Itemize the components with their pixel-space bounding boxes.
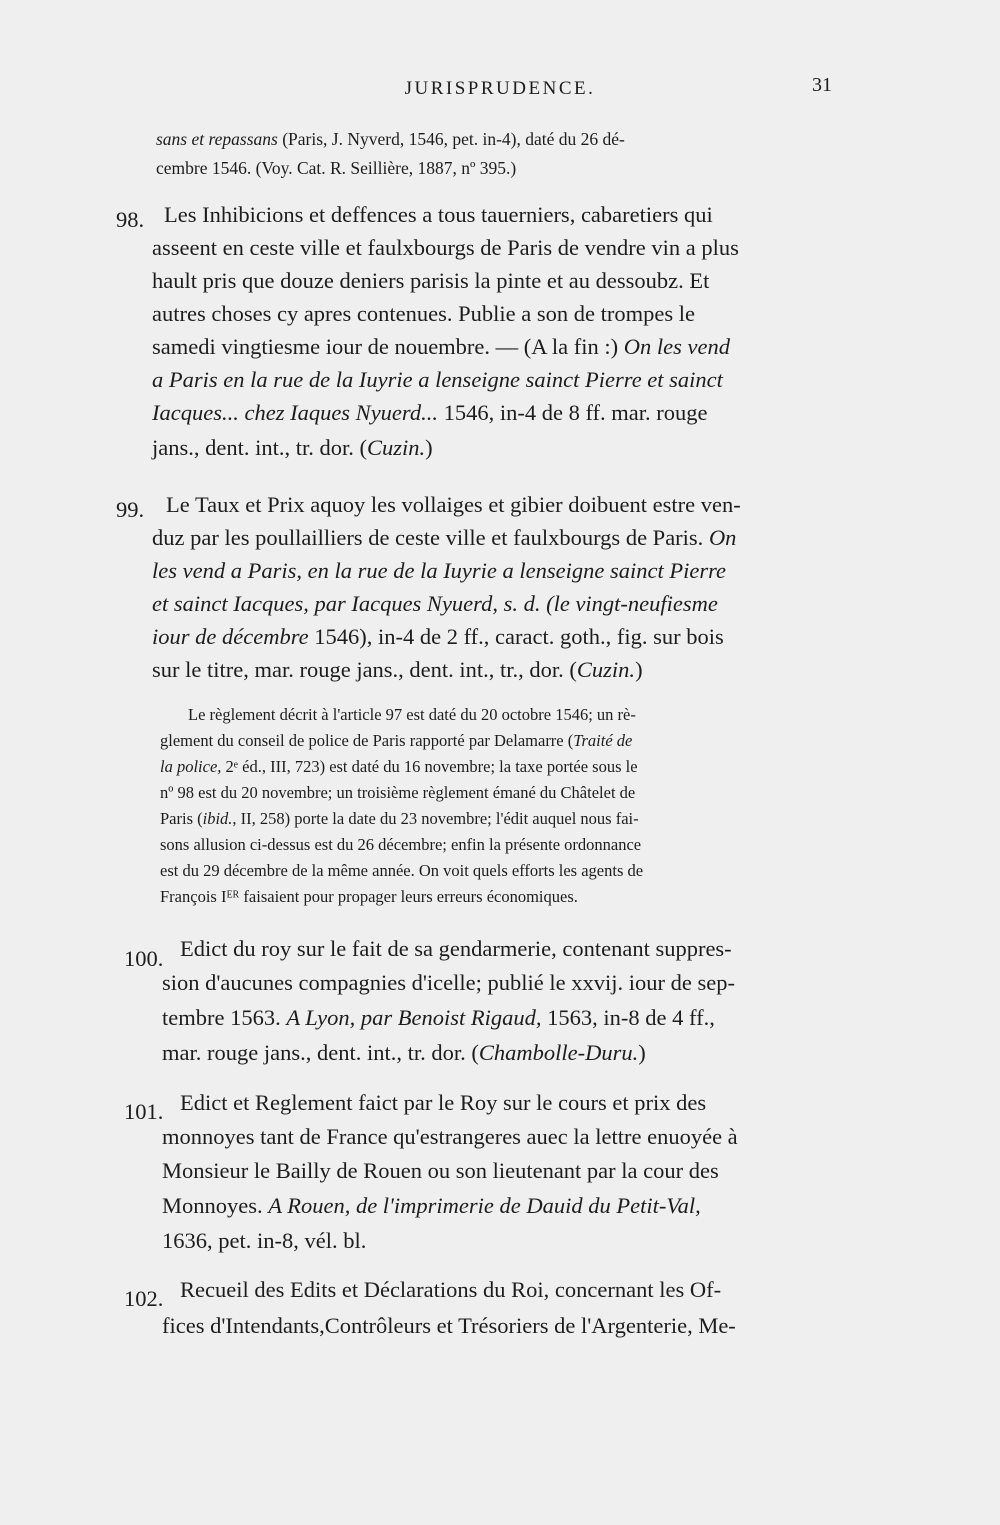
note-line: François Iᴱᴿ faisaient pour propager leurs erreurs économiques. xyxy=(160,887,578,906)
entry-number: 101. xyxy=(124,1099,164,1124)
intro-line xyxy=(156,129,625,150)
entry-line: autres choses cy apres contenues. Publie a son de trompes le xyxy=(152,301,695,326)
entry-line: monnoyes tant de France qu'estrangeres auec la lettre enuoyée à xyxy=(162,1124,738,1149)
note-italic: Traité de xyxy=(573,731,633,750)
entry-italic: Cuzin. xyxy=(366,435,426,460)
note-italic: la police, xyxy=(160,757,222,776)
entry-line xyxy=(152,435,433,461)
note-italic: ibid. xyxy=(202,809,233,828)
note-line: sons allusion ci-dessus est du 26 décembre; enfin la présente ordonnance xyxy=(160,835,642,854)
entry-text: mar. rouge jans., dent. int., tr. dor. ( xyxy=(162,1040,479,1065)
entry-line: hault pris que douze deniers parisis la pinte et au dessoubz. Et xyxy=(152,268,710,293)
entry-line: Les Inhibicions et deffences a tous tauerniers, cabaretiers qui xyxy=(164,202,713,227)
entry-number: 102. xyxy=(124,1286,164,1311)
intro-line: cembre 1546. (Voy. Cat. R. Seillière, 1887, nº 395.) xyxy=(156,158,517,178)
entry-line xyxy=(162,1193,701,1219)
note-text: , II, 258) porte la date du 23 novembre; l'édit auquel nous fai- xyxy=(232,809,639,828)
entry-italic: On les vend xyxy=(623,334,730,359)
entry-text: sur le titre, mar. rouge jans., dent. int., tr., dor. ( xyxy=(152,657,577,682)
entry-number: 100. xyxy=(124,946,164,971)
entry-italic: Cuzin. xyxy=(576,657,636,682)
entry-text: ) xyxy=(425,435,433,460)
note-line xyxy=(160,809,639,829)
entry-line xyxy=(152,624,724,650)
entry-text: ) xyxy=(638,1040,646,1065)
entry-line: Recueil des Edits et Déclarations du Roi, concernant les Of- xyxy=(180,1277,722,1302)
entry-text: 1546, in-4 de 8 ff. mar. rouge xyxy=(443,400,708,425)
entry-line xyxy=(152,525,736,551)
intro-text: (Paris, J. Nyverd, 1546, pet. in-4), daté du 26 dé- xyxy=(282,129,625,149)
entry-italic: et sainct Iacques, par Iacques Nyuerd, s. d. (le vingt-neufiesme xyxy=(152,591,718,616)
entry-line xyxy=(152,657,643,683)
note-line: Le règlement décrit à l'article 97 est daté du 20 octobre 1546; un rè- xyxy=(188,705,636,724)
entry-line: fices d'Intendants,Contrôleurs et Trésoriers de l'Argenterie, Me- xyxy=(162,1313,736,1338)
entry-number: 98. xyxy=(116,207,145,232)
entry-line: Edict du roy sur le fait de sa gendarmerie, contenant suppres- xyxy=(180,936,732,961)
entry-italic: Chambolle-Duru. xyxy=(478,1040,639,1065)
running-header: JURISPRUDENCE. xyxy=(404,78,596,99)
entry-text: ) xyxy=(635,657,643,682)
entry-line xyxy=(152,558,726,584)
entry-italic: On xyxy=(708,525,737,550)
note-text: Paris ( xyxy=(160,809,203,828)
entry-line: sion d'aucunes compagnies d'icelle; publié le xxvij. iour de sep- xyxy=(162,970,735,995)
entry-italic: a Paris en la rue de la Iuyrie a lenseigne sainct Pierre et sainct xyxy=(152,367,723,392)
entry-text: tembre 1563. xyxy=(162,1005,281,1030)
entry-line: Le Taux et Prix aquoy les vollaiges et gibier doibuent estre ven- xyxy=(166,492,741,517)
entry-line xyxy=(152,591,718,617)
intro-italic: sans et repassans xyxy=(156,129,278,149)
note-line: est du 29 décembre de la même année. On voit quels efforts les agents de xyxy=(160,861,644,880)
page-number: 31 xyxy=(812,74,832,96)
entry-line xyxy=(162,1040,646,1066)
entry-italic: A Rouen, de l'imprimerie de Dauid du Petit-Val, xyxy=(268,1193,701,1218)
entry-text: jans., dent. int., tr. dor. ( xyxy=(152,435,367,460)
note-text: 2ᵉ éd., III, 723) est daté du 16 novembre; la taxe portée sous le xyxy=(225,757,638,776)
entry-text: 1546), in-4 de 2 ff., caract. goth., fig. sur bois xyxy=(314,624,724,649)
entry-text: duz par les poullailliers de ceste ville et faulxbourgs de Paris. xyxy=(152,525,704,550)
note-text: glement du conseil de police de Paris rapporté par Delamarre ( xyxy=(160,731,574,750)
note-line xyxy=(160,731,632,751)
entry-italic: A Lyon, par Benoist Rigaud, xyxy=(286,1005,542,1030)
entry-line xyxy=(152,367,723,393)
entry-italic: les vend a Paris, en la rue de la Iuyrie a lenseigne sainct Pierre xyxy=(152,558,727,583)
entry-italic: Iacques... chez Iaques Nyuerd... xyxy=(152,400,438,425)
entry-line: asseent en ceste ville et faulxbourgs de Paris de vendre vin a plus xyxy=(152,235,739,260)
entry-line xyxy=(152,400,708,426)
entry-number: 99. xyxy=(116,497,145,522)
entry-text: Monnoyes. xyxy=(162,1193,263,1218)
entry-line xyxy=(162,1005,715,1031)
entry-line: 1636, pet. in-8, vél. bl. xyxy=(162,1228,367,1253)
entry-italic: iour de décembre xyxy=(152,624,309,649)
entry-text: samedi vingtiesme iour de nouembre. — (A la fin :) xyxy=(152,334,619,359)
entry-text: 1563, in-8 de 4 ff., xyxy=(547,1005,715,1030)
note-line xyxy=(160,757,638,777)
entry-line: Monsieur le Bailly de Rouen ou son lieutenant par la cour des xyxy=(162,1158,719,1183)
entry-line: Edict et Reglement faict par le Roy sur le cours et prix des xyxy=(180,1090,707,1115)
entry-line xyxy=(152,334,730,360)
note-line: nº 98 est du 20 novembre; un troisième règlement émané du Châtelet de xyxy=(160,783,636,802)
